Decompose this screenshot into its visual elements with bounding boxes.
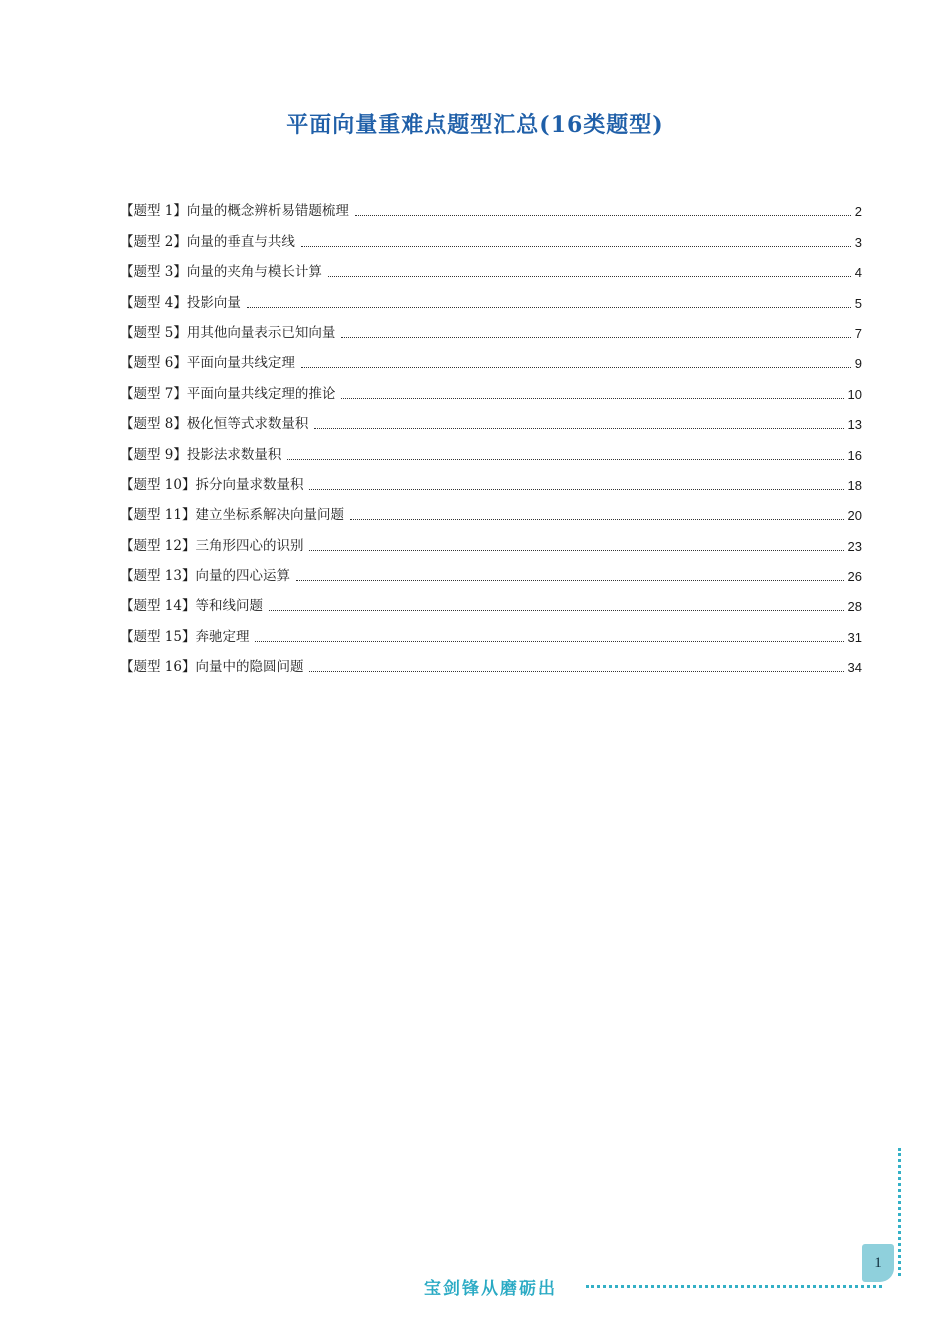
toc-entry-label[interactable]: 【题型 5】用其他向量表示已知向量 bbox=[120, 324, 336, 341]
decorative-dotted-line-horizontal bbox=[586, 1285, 882, 1290]
toc-entry-label[interactable]: 【题型 16】向量中的隐圆问题 bbox=[120, 659, 304, 676]
toc-entry[interactable] bbox=[120, 585, 862, 615]
toc-dot-leader bbox=[341, 337, 850, 338]
toc-entry-label[interactable]: 【题型 9】投影法求数量积 bbox=[120, 446, 282, 463]
toc-dot-leader bbox=[309, 489, 843, 490]
toc-entry-label[interactable]: 【题型 15】奔驰定理 bbox=[120, 628, 250, 645]
toc-dot-leader bbox=[296, 580, 844, 581]
toc-entry-page-number[interactable]: 2 bbox=[854, 204, 862, 220]
toc-entry[interactable] bbox=[120, 403, 862, 433]
toc-entry-label[interactable]: 【题型 10】拆分向量求数量积 bbox=[120, 476, 304, 493]
toc-dot-leader bbox=[255, 641, 843, 642]
page-title: 平面向量重难点题型汇总(16类题型) bbox=[286, 112, 664, 138]
toc-dot-leader bbox=[309, 671, 843, 672]
footer-motto: 宝剑锋从磨砺出 bbox=[424, 1279, 557, 1299]
toc-entry-label[interactable]: 【题型 8】极化恒等式求数量积 bbox=[120, 416, 309, 433]
toc-entry[interactable] bbox=[120, 615, 862, 645]
toc-dot-leader bbox=[350, 519, 844, 520]
toc-entry-label[interactable]: 【题型 2】向量的垂直与共线 bbox=[120, 233, 295, 250]
toc-entry-page-number[interactable]: 5 bbox=[854, 295, 862, 311]
toc-entry[interactable] bbox=[120, 433, 862, 463]
toc-entry[interactable] bbox=[120, 220, 862, 250]
toc-entry-label[interactable]: 【题型 4】投影向量 bbox=[120, 294, 241, 311]
toc-entry-label[interactable]: 【题型 3】向量的夹角与模长计算 bbox=[120, 264, 322, 281]
toc-dot-leader bbox=[355, 215, 851, 216]
toc-dot-leader bbox=[269, 610, 844, 611]
toc-entry[interactable] bbox=[120, 312, 862, 342]
toc-entry-page-number[interactable]: 20 bbox=[847, 508, 862, 524]
toc-dot-leader bbox=[301, 367, 851, 368]
toc-entry[interactable] bbox=[120, 646, 862, 676]
toc-entry-page-number[interactable]: 4 bbox=[854, 265, 862, 281]
toc-dot-leader bbox=[309, 550, 843, 551]
toc-entry[interactable] bbox=[120, 342, 862, 372]
toc-entry-page-number[interactable]: 34 bbox=[847, 660, 862, 676]
toc-dot-leader bbox=[287, 459, 843, 460]
toc-entry[interactable] bbox=[120, 555, 862, 585]
toc-entry-page-number[interactable]: 3 bbox=[854, 234, 862, 250]
toc-entry-page-number[interactable]: 28 bbox=[847, 599, 862, 615]
page-number-badge: 1 bbox=[862, 1244, 894, 1282]
toc-dot-leader bbox=[341, 398, 843, 399]
toc-entry-page-number[interactable]: 16 bbox=[847, 447, 862, 463]
toc-dot-leader bbox=[314, 428, 843, 429]
toc-entry[interactable] bbox=[120, 372, 862, 402]
toc-entry-label[interactable]: 【题型 14】等和线问题 bbox=[120, 598, 263, 615]
toc-dot-leader bbox=[328, 276, 851, 277]
toc-entry-page-number[interactable]: 13 bbox=[847, 417, 862, 433]
toc-entry-page-number[interactable]: 10 bbox=[847, 386, 862, 402]
toc-entry-label[interactable]: 【题型 12】三角形四心的识别 bbox=[120, 537, 304, 554]
toc-entry-page-number[interactable]: 23 bbox=[847, 538, 862, 554]
toc-entry-page-number[interactable]: 7 bbox=[854, 325, 862, 341]
toc-dot-leader bbox=[301, 246, 851, 247]
toc-entry[interactable] bbox=[120, 281, 862, 311]
toc-entry[interactable] bbox=[120, 190, 862, 220]
toc-entry[interactable] bbox=[120, 524, 862, 554]
toc-entry-label[interactable]: 【题型 13】向量的四心运算 bbox=[120, 568, 290, 585]
table-of-contents bbox=[120, 190, 862, 676]
toc-entry-label[interactable]: 【题型 1】向量的概念辨析易错题梳理 bbox=[120, 203, 349, 220]
toc-entry-page-number[interactable]: 9 bbox=[854, 356, 862, 372]
toc-entry-page-number[interactable]: 31 bbox=[847, 629, 862, 645]
toc-entry[interactable] bbox=[120, 494, 862, 524]
toc-dot-leader bbox=[247, 307, 851, 308]
toc-entry[interactable] bbox=[120, 464, 862, 494]
toc-entry-label[interactable]: 【题型 7】平面向量共线定理的推论 bbox=[120, 385, 336, 402]
toc-entry[interactable] bbox=[120, 251, 862, 281]
toc-entry-page-number[interactable]: 26 bbox=[847, 569, 862, 585]
toc-entry-label[interactable]: 【题型 6】平面向量共线定理 bbox=[120, 355, 295, 372]
toc-entry-label[interactable]: 【题型 11】建立坐标系解决向量问题 bbox=[120, 507, 344, 524]
toc-entry-page-number[interactable]: 18 bbox=[847, 477, 862, 493]
decorative-dotted-line-vertical bbox=[898, 1148, 905, 1276]
